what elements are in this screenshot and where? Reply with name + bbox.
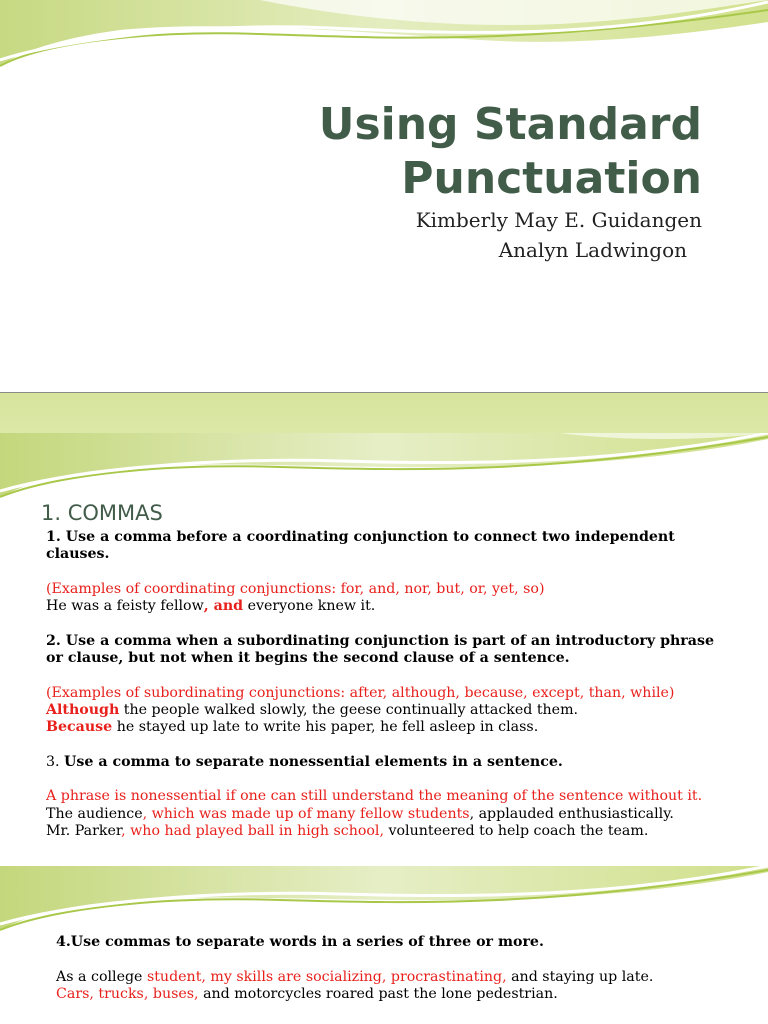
rule-3-text: Use a comma to separate nonessential elements in a sentence. [64,753,563,770]
sentence-part: everyone knew it. [243,598,376,615]
sentence-part: the people walked slowly, the geese continually attacked them. [119,701,579,718]
slide-body [46,529,726,840]
rule-3-example-2 [46,823,726,840]
title-slide [0,0,768,392]
rule-3-definition: A phrase is nonessential if one can still understand the meaning of the sentence without it. [46,788,703,805]
highlight-conjunction: Although [46,701,120,718]
rule-3-number: 3. [46,753,65,770]
author-name-1: Kimberly May E. Guidangen [415,208,702,232]
rule-1-examples: (Examples of coordinating conjunctions: for, and, nor, but, or, yet, so) [46,580,545,597]
green-swoosh-decoration [0,866,768,938]
green-swoosh-decoration [0,0,768,80]
rule-1-example-sentence [46,598,726,615]
rule-2-example-2 [46,719,726,736]
series-items: Cars, trucks, buses, [56,985,199,1002]
nonessential-phrase: , which was made up of many fellow students [142,805,470,822]
title-line-2: Punctuation [401,153,702,204]
title-line-1: Using Standard [318,99,702,150]
sentence-part: As a college [56,968,147,985]
sentence-part: , applauded enthusiastically. [469,805,674,822]
sentence-part: The audience [46,805,143,822]
rule-2-examples: (Examples of subordinating conjunctions: after, although, because, except, than, while) [46,684,675,701]
slide-body [56,934,746,1003]
series-commas-slide [0,866,768,1024]
rule-3 [46,754,726,771]
highlight-conjunction: Because [46,719,113,736]
series-items: student, my skills are socializing, procrastinating, [146,968,507,985]
rule-2-example-1 [46,702,726,719]
green-swoosh-decoration [0,433,768,505]
rule-2 [46,633,726,668]
sentence-part: and staying up late. [506,968,654,985]
rule-3-example-1 [46,806,726,823]
highlight-conjunction: , and [203,598,244,615]
author-name-2: Analyn Ladwingon [498,238,687,262]
rule-2-text: 2. Use a comma when a subordinating conjunction is part of an introductory phrase or clause, but not when it begins the second clause of a sentence. [46,632,714,667]
sentence-part: and motorcycles roared past the lone pedestrian. [198,985,558,1002]
rule-4-text: 4.Use commas to separate words in a series of three or more. [56,934,544,950]
rule-4 [56,934,746,951]
rule-1-number: 1. [46,529,66,545]
rule-4-example-2 [56,986,746,1003]
rule-1-text: Use a comma before a coordinating conjunction to connect two independent clauses. [46,529,675,563]
presentation-title [319,98,702,206]
rule-4-example-1 [56,969,746,986]
sentence-part: he stayed up late to write his paper, he fell asleep in class. [112,719,539,736]
commas-slide [0,433,768,863]
nonessential-phrase: , who had played ball in high school, [121,823,384,840]
slide-separator [0,392,768,434]
sentence-part: Mr. Parker [46,823,122,840]
sentence-part: volunteered to help coach the team. [383,823,649,840]
sentence-part: He was a feisty fellow [46,598,204,615]
section-heading: 1. COMMAS [41,501,163,525]
rule-1 [46,529,726,564]
